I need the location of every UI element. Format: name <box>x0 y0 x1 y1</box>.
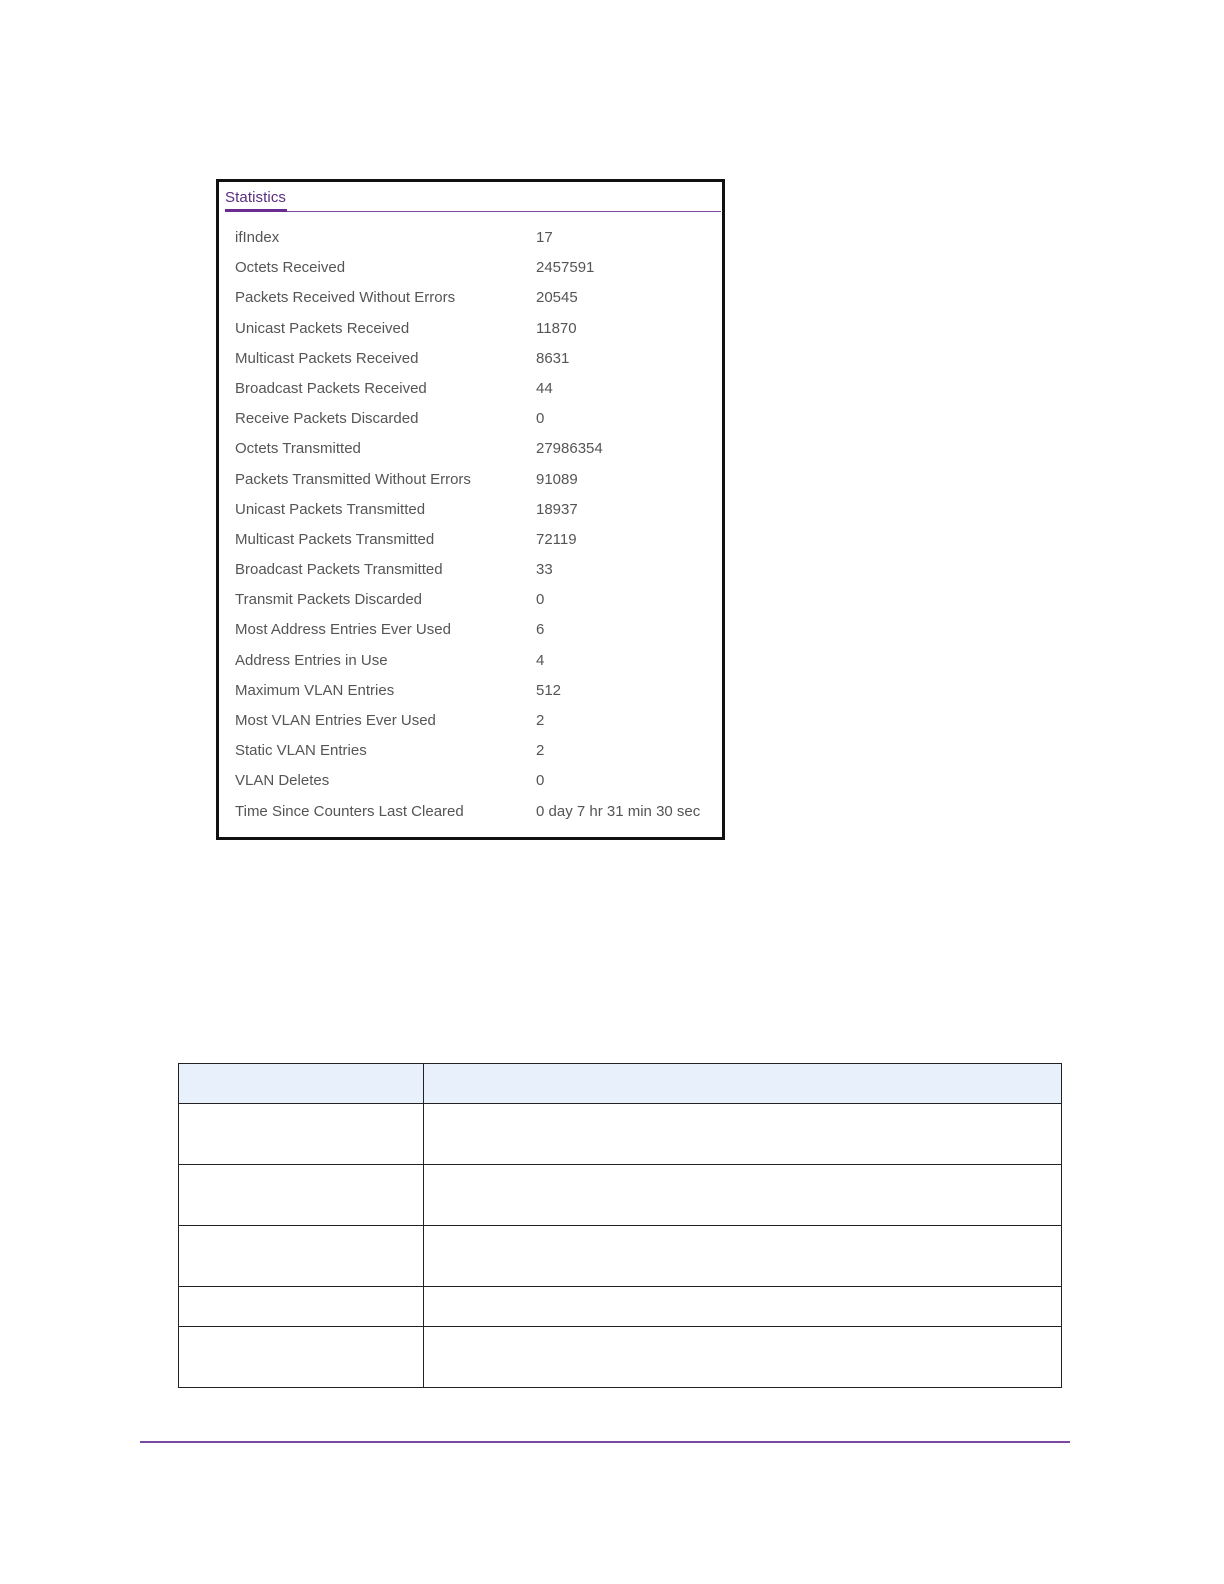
stat-label: Most VLAN Entries Ever Used <box>235 712 436 729</box>
stat-row-unicast-packets-received <box>219 314 722 344</box>
stat-value: 2 <box>536 712 545 729</box>
stat-label: Broadcast Packets Received <box>235 379 427 397</box>
table-header-row <box>179 1064 1062 1104</box>
stat-label: Packets Transmitted Without Errors <box>235 470 471 488</box>
stat-label: ifIndex <box>235 229 280 246</box>
stat-row-packets-transmitted-without-errors <box>219 465 722 495</box>
stat-label: VLAN Deletes <box>235 772 330 790</box>
stat-label: Broadcast Packets Transmitted <box>235 561 443 579</box>
table-cell <box>424 1287 1062 1327</box>
stat-value: 20545 <box>536 289 578 307</box>
table-cell <box>424 1327 1062 1388</box>
table-cell <box>179 1165 424 1226</box>
stat-value: 0 <box>536 591 545 609</box>
stat-value: 44 <box>536 379 553 397</box>
table-row <box>179 1226 1062 1287</box>
stat-row-broadcast-packets-received <box>219 374 722 404</box>
table-cell <box>424 1226 1062 1287</box>
stat-value: 512 <box>536 681 562 699</box>
stat-row-octets-received <box>219 253 722 283</box>
stat-value: 27986354 <box>536 440 603 458</box>
stat-value: 72119 <box>536 530 577 548</box>
table-row <box>179 1287 1062 1327</box>
stat-value: 2457591 <box>536 259 595 277</box>
stat-row-vlan-deletes <box>219 766 722 796</box>
stat-row-ifindex <box>219 223 722 253</box>
stat-value: 11870 <box>536 319 577 337</box>
stat-value: 17 <box>536 229 553 246</box>
footer-divider <box>140 1441 1070 1443</box>
statistics-list <box>219 223 722 827</box>
stat-label: Maximum VLAN Entries <box>235 681 395 699</box>
table-cell <box>424 1104 1062 1165</box>
stat-row-time-since-counters-last-cleared <box>219 797 722 827</box>
stat-value: 0 day 7 hr 31 min 30 sec <box>536 802 701 820</box>
stat-value: 0 <box>536 772 545 790</box>
stat-row-most-address-entries-ever-used <box>219 615 722 645</box>
stat-label: Unicast Packets Received <box>235 319 410 337</box>
table-header-cell <box>424 1064 1062 1104</box>
stat-label: Octets Received <box>235 259 346 277</box>
statistics-divider <box>225 211 721 212</box>
stat-value: 33 <box>536 561 553 579</box>
table-cell <box>179 1104 424 1165</box>
table-cell <box>179 1327 424 1388</box>
stat-value: 6 <box>536 621 545 639</box>
stat-label: Static VLAN Entries <box>235 742 367 760</box>
description-table <box>178 1063 1062 1388</box>
table-cell <box>179 1226 424 1287</box>
stat-row-static-vlan-entries <box>219 736 722 766</box>
stat-label: Unicast Packets Transmitted <box>235 500 426 518</box>
table-header-cell <box>179 1064 424 1104</box>
stat-label: Multicast Packets Received <box>235 349 419 367</box>
table-row <box>179 1327 1062 1388</box>
stat-row-transmit-packets-discarded <box>219 585 722 615</box>
stat-row-packets-received-without-errors <box>219 283 722 313</box>
stat-label: Most Address Entries Ever Used <box>235 621 451 639</box>
stat-value: 18937 <box>536 500 578 518</box>
statistics-title: Statistics <box>225 189 287 206</box>
stat-row-address-entries-in-use <box>219 646 722 676</box>
stat-row-octets-transmitted <box>219 434 722 464</box>
stat-row-multicast-packets-transmitted <box>219 525 722 555</box>
table-cell <box>179 1287 424 1327</box>
stat-label: Multicast Packets Transmitted <box>235 530 435 548</box>
stat-value: 8631 <box>536 349 570 367</box>
stat-label: Receive Packets Discarded <box>235 410 419 428</box>
stat-value: 4 <box>536 651 545 669</box>
stat-label: Transmit Packets Discarded <box>235 591 423 609</box>
stat-row-maximum-vlan-entries <box>219 676 722 706</box>
statistics-panel <box>216 179 725 840</box>
table-row <box>179 1165 1062 1226</box>
stat-value: 0 <box>536 410 545 428</box>
stat-label: Address Entries in Use <box>235 651 388 669</box>
table-row <box>179 1104 1062 1165</box>
stat-value: 2 <box>536 742 545 760</box>
stat-row-broadcast-packets-transmitted <box>219 555 722 585</box>
stat-row-unicast-packets-transmitted <box>219 495 722 525</box>
table-cell <box>424 1165 1062 1226</box>
stat-row-receive-packets-discarded <box>219 404 722 434</box>
stat-label: Octets Transmitted <box>235 440 361 458</box>
stat-label: Packets Received Without Errors <box>235 289 456 307</box>
stat-value: 91089 <box>536 470 578 488</box>
stat-row-multicast-packets-received <box>219 344 722 374</box>
stat-row-most-vlan-entries-ever-used <box>219 706 722 736</box>
statistics-title-underline <box>225 209 287 212</box>
stat-label: Time Since Counters Last Cleared <box>235 802 464 820</box>
